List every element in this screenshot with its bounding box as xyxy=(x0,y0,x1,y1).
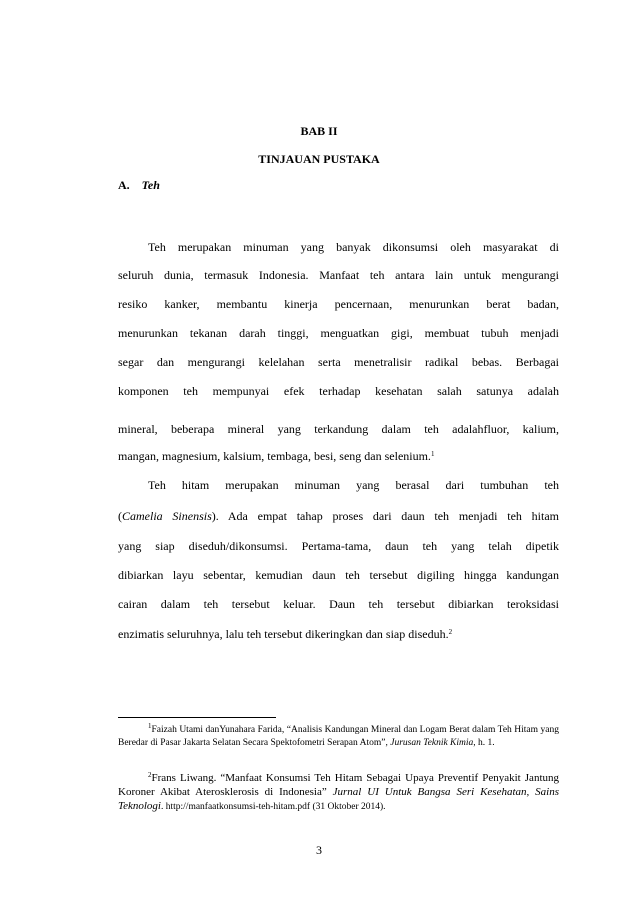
para1-line: seluruh dunia, termasuk Indonesia. Manfaat teh antara lain untuk mengurangi xyxy=(118,268,559,282)
para2-line2-rest: ). Ada empat tahap proses dari daun teh menjadi teh hitam xyxy=(211,509,559,523)
para1-line: menurunkan tekanan darah tinggi, menguatkan gigi, membuat tubuh menjadi xyxy=(118,326,559,340)
para1-line-text: mangan, magnesium, kalsium, tembaga, besi, seng dan selenium. xyxy=(118,449,431,463)
footnote-1 xyxy=(118,724,559,750)
footnote-separator xyxy=(118,717,276,718)
para1-line: segar dan mengurangi kelelahan serta menetralisir radikal bebas. Berbagai xyxy=(118,355,559,369)
section-title: Teh xyxy=(141,178,160,192)
para2-line-species xyxy=(118,509,559,523)
para2-line: dibiarkan layu sebentar, kemudian daun teh tersebut digiling hingga kandungan xyxy=(118,568,559,582)
chapter-label: BAB II xyxy=(300,124,338,138)
footnote-1-number: 1 xyxy=(148,722,152,730)
footnote-1-italic: Jurusan Teknik Kimia xyxy=(390,738,474,748)
footnote-2 xyxy=(118,771,559,814)
para1-line: komponen teh mempunyai efek terhadap kesehatan salah satunya adalah xyxy=(118,384,559,398)
para1-last-line xyxy=(118,449,559,463)
para2-open-paren: ( xyxy=(118,509,122,523)
footnote-ref-2: 2 xyxy=(448,628,453,636)
para1-line: mineral, beberapa mineral yang terkandung dalam teh adalahfluor, kalium, xyxy=(118,422,559,436)
section-heading xyxy=(118,178,160,193)
para1-line: Teh merupakan minuman yang banyak dikonsumsi oleh masyarakat di xyxy=(148,240,559,254)
para2-last-line xyxy=(118,627,559,641)
footnote-ref-1: 1 xyxy=(430,450,435,458)
footnote-1-body xyxy=(118,724,559,750)
footnote-1-tail: , h. 1. xyxy=(473,738,495,748)
para2-line: yang siap diseduh/dikonsumsi. Pertama-tama, daun teh yang telah dipetik xyxy=(118,539,559,553)
para2-line-text: enzimatis seluruhnya, lalu teh tersebut dikeringkan dan siap diseduh. xyxy=(118,627,449,641)
section-number: A. xyxy=(118,178,130,192)
footnote-2-number: 2 xyxy=(148,771,152,779)
page-number: 3 xyxy=(316,843,322,857)
species-name: Camelia Sinensis xyxy=(122,509,212,523)
chapter-title: TINJAUAN PUSTAKA xyxy=(258,152,380,166)
para1-line: resiko kanker, membantu kinerja pencernaan, menurunkan berat badan, xyxy=(118,297,559,311)
footnote-2-text: Frans Liwang. “Manfaat Konsumsi Teh Hitam Sebagai Upaya Preventif Penyakit Jantung Koroner Akibat Aterosklerosis di Indonesia” xyxy=(118,772,559,798)
footnote-1-text: Faizah Utami danYunahara Farida, “Analisis Kandungan Mineral dan Logam Berat dalam Teh Hitam yang Beredar di Pasar Jakarta Selatan Secara Spektofometri Serapan Atom”, xyxy=(118,725,559,748)
footnote-2-body xyxy=(118,771,559,814)
para2-line: cairan dalam teh tersebut keluar. Daun teh tersebut dibiarkan teroksidasi xyxy=(118,597,559,611)
footnote-2-italic: Jurnal UI Untuk Bangsa Seri Kesehatan, Sains Teknologi xyxy=(118,786,559,812)
footnote-2-tail: . http://manfaatkonsumsi-teh-hitam.pdf (31 Oktober 2014). xyxy=(161,802,386,812)
para2-line: Teh hitam merupakan minuman yang berasal dari tumbuhan teh xyxy=(148,478,559,492)
